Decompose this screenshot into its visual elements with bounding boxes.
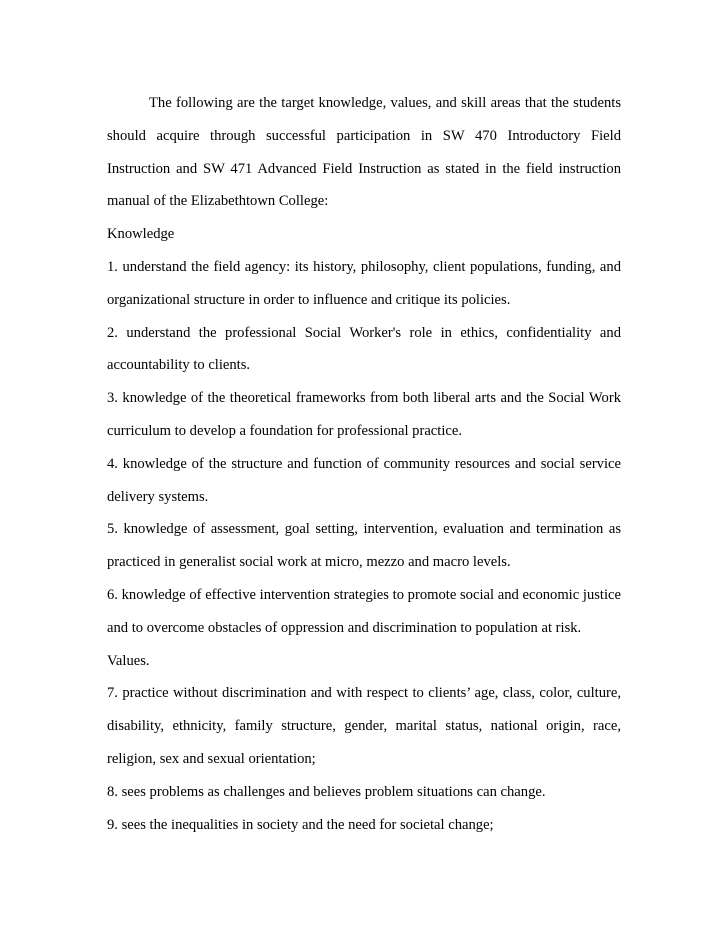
knowledge-item-4: 4. knowledge of the structure and function of community resources and social service delivery systems. [107,455,621,505]
values-item-9: 9. sees the inequalities in society and the need for societal change; [107,816,494,833]
values-heading: Values. [107,652,150,669]
knowledge-item-3: 3. knowledge of the theoretical frameworks from both liberal arts and the Social Work curriculum to develop a foundation for professional practice. [107,390,621,439]
knowledge-item-5: 5. knowledge of assessment, goal setting, intervention, evaluation and termination as practiced in generalist social work at micro, mezzo and macro levels. [107,521,621,571]
values-item-8: 8. sees problems as challenges and believes problem situations can change. [107,783,546,800]
knowledge-item-1: 1. understand the field agency: its history, philosophy, client populations, funding, and organizational structure in order to influence and critique its policies. [107,258,621,308]
knowledge-item-6: 6. knowledge of effective intervention strategies to promote social and economic justice and to overcome obstacles of oppression and discrimination to population at risk. [107,586,621,636]
knowledge-heading: Knowledge [107,226,175,243]
values-item-7: 7. practice without discrimination and with respect to clients’ age, class, color, culture, disability, ethnicity, family structure, gender, marital status, national origin, race, religion, sex and sexual orientation; [107,685,621,767]
knowledge-item-2: 2. understand the professional Social Worker's role in ethics, confidentiality and accountability to clients. [107,324,621,374]
intro-paragraph: The following are the target knowledge, values, and skill areas that the students should acquire through successful participation in SW 470 Introductory Field Instruction and SW 471 Advanced Field Instruction as stated in the field instruction manual of the Elizabethtown College: [107,95,621,210]
